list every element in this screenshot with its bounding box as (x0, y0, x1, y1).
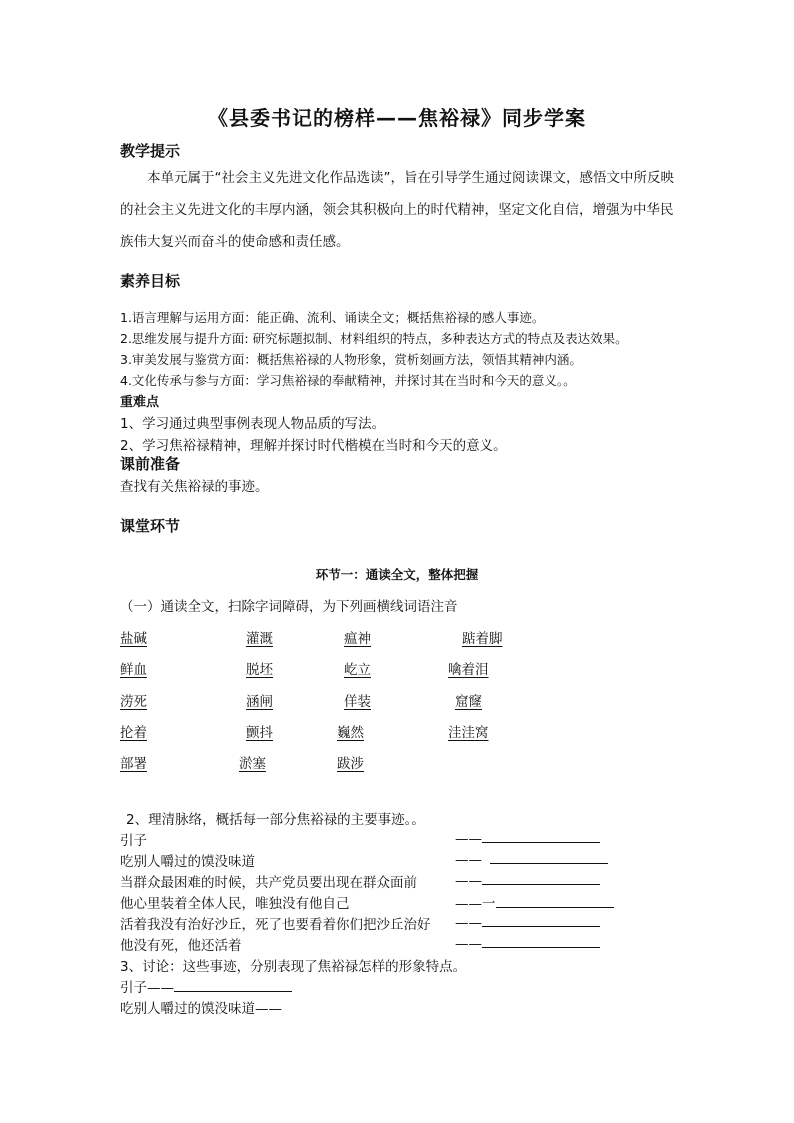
outline-dash: —— (455, 871, 600, 889)
goal-item: 3.审美发展与鉴赏方面：概括焦裕禄的人物形象，赏析刻画方法，领悟其精神内涵。 (120, 352, 582, 367)
vocab-word: 噙着泪 (448, 662, 489, 678)
goals-heading: 素养目标 (120, 272, 181, 290)
key-heading: 重难点 (120, 395, 160, 410)
tips-heading: 教学提示 (120, 142, 181, 160)
answer-blank[interactable] (482, 871, 600, 885)
vocab-word: 洼洼窝 (448, 725, 489, 741)
answer-blank[interactable] (174, 978, 292, 992)
prep-text: 查找有关焦裕禄的事迹。 (120, 479, 269, 495)
outline-dash: ——一 (455, 892, 614, 912)
key-point: 1、学习通过典型事例表现人物品质的写法。 (120, 416, 386, 432)
outline-dash: —— (455, 913, 600, 931)
step1-title: 环节一：通读全文，整体把握 (315, 567, 479, 582)
goal-item: 4.文化传承与参与方面：学习焦裕禄的奉献精神，并探讨其在当时和今天的意义。。 (120, 373, 576, 388)
prep-heading: 课前准备 (120, 455, 181, 473)
task1-text: （一）通读全文，扫除字词障碍，为下列画横线词语注音 (120, 599, 458, 615)
outline-item: 当群众最困难的时候，共产党员要出现在群众面前 (120, 875, 417, 891)
vocab-word: 部署 (120, 756, 147, 772)
vocab-word: 淤塞 (239, 756, 266, 772)
vocab-word: 灌溉 (246, 631, 273, 647)
vocab-word: 抡着 (120, 725, 147, 741)
vocab-word: 鲜血 (120, 662, 147, 678)
outline-dash: —— (455, 934, 600, 952)
answer-blank[interactable] (482, 829, 600, 843)
answer-blank[interactable] (490, 850, 608, 864)
page-title: 《县委书记的榜样——焦裕禄》同步学案 (208, 106, 586, 130)
outline-item: 他心里装着全体人民，唯独没有他自己 (120, 896, 350, 912)
outline-item: 他没有死，他还活着 (120, 938, 242, 954)
tips-paragraph: 本单元属于“社会主义先进文化作品选读”，旨在引导学生通过阅读课文，感悟文中所反映的社会主义先进文化的丰厚内涵，领会其积极向上的时代精神，坚定文化自信，增强为中华民族伟大复兴而奋斗的使命感和责任感。 (120, 170, 674, 250)
vocab-word: 涵闸 (246, 694, 273, 710)
vocab-word: 巍然 (337, 725, 364, 741)
vocab-word: 涝死 (120, 694, 147, 710)
vocab-word: 窟窿 (455, 694, 482, 710)
outline-item: 活着我没有治好沙丘，死了也要看着你们把沙丘治好 (120, 917, 431, 933)
vocab-word: 屹立 (344, 662, 371, 678)
task3-text: 3、讨论：这些事迹，分别表现了焦裕禄怎样的形象特点。 (120, 959, 467, 975)
outline-item: 吃别人嚼过的馍没味道 (120, 854, 255, 870)
goal-item: 1.语言理解与运用方面：能正确、流利、诵读全文；概括焦裕禄的感人事迹。 (120, 310, 545, 325)
vocab-word: 盐碱 (120, 631, 147, 647)
vocab-word: 脱坯 (246, 662, 273, 678)
vocab-word: 跋涉 (337, 756, 364, 772)
key-point: 2、学习焦裕禄精神，理解并探讨时代楷模在当时和今天的意义。 (120, 438, 507, 454)
goal-item: 2.思维发展与提升方面: 研究标题拟制、材料组织的特点，多种表达方式的特点及表达效果。 (120, 331, 628, 346)
task2-text: 2、理清脉络，概括每一部分焦裕禄的主要事迹。。 (126, 812, 425, 828)
answer-blank[interactable] (496, 894, 614, 908)
outline-dash: —— (455, 850, 608, 868)
outline-item: 引子 (120, 833, 147, 849)
vocab-word: 瘟神 (344, 631, 371, 647)
outline-dash: —— (455, 829, 600, 847)
vocab-word: 颤抖 (246, 725, 273, 741)
answer-blank[interactable] (482, 913, 600, 927)
discuss-item: 吃别人嚼过的馍没味道—— (120, 1001, 282, 1017)
vocab-word: 佯装 (344, 694, 371, 710)
vocab-word: 踮着脚 (462, 631, 503, 647)
class-heading: 课堂环节 (120, 517, 181, 535)
answer-blank[interactable] (482, 934, 600, 948)
discuss-item: 引子—— (120, 976, 292, 996)
